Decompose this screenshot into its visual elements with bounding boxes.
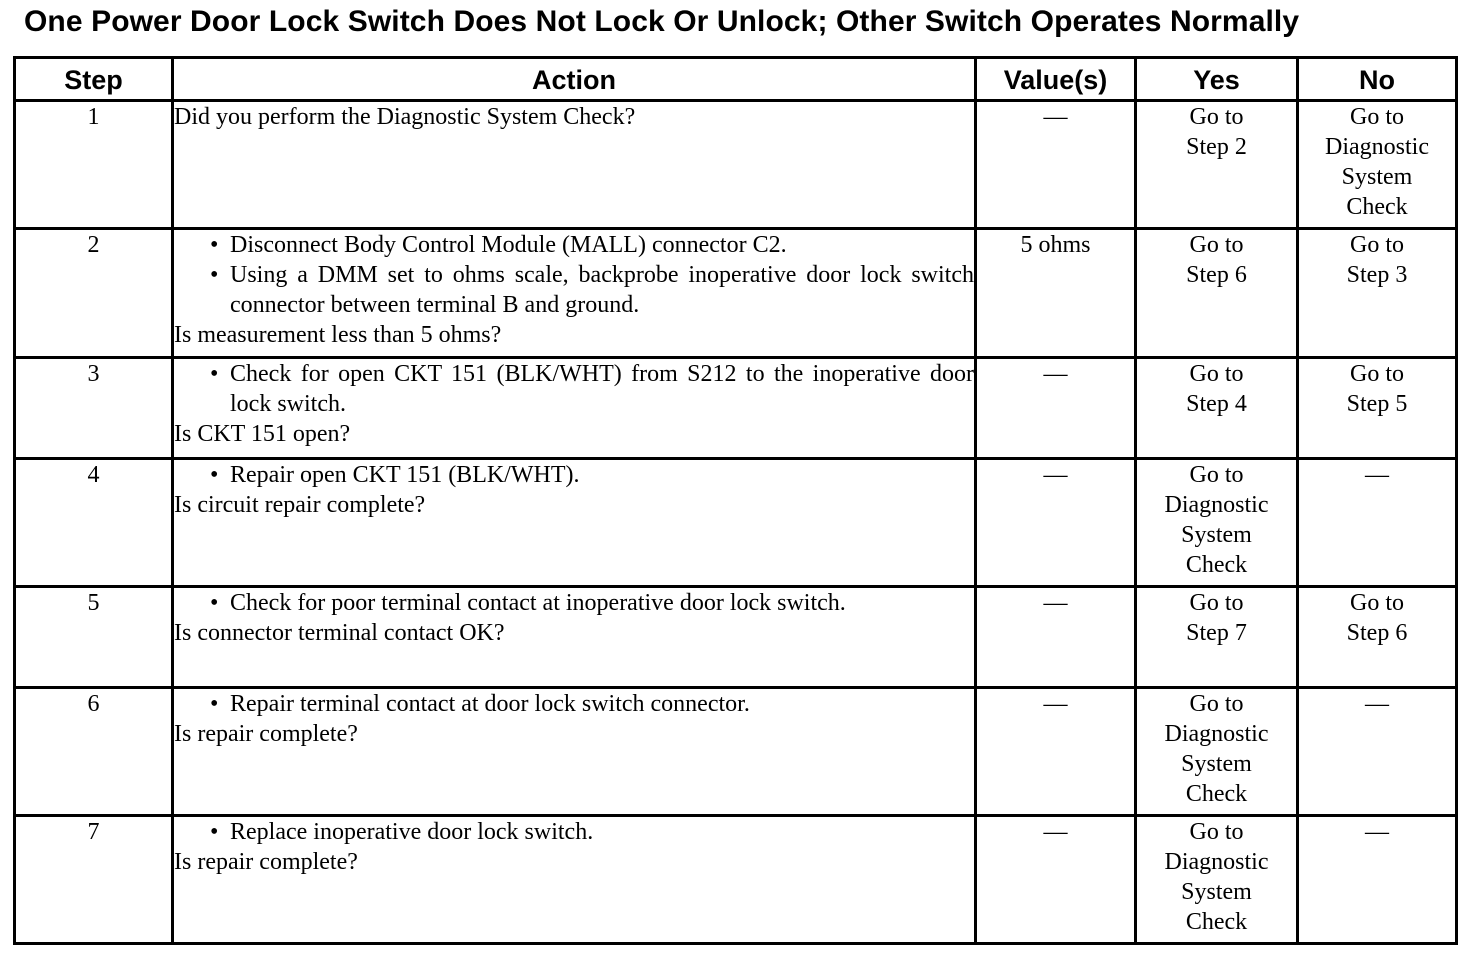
bullet-icon: • [210, 361, 219, 387]
no-cell [1298, 816, 1457, 944]
action-bullet [174, 230, 974, 260]
no-cell [1298, 587, 1457, 688]
yes-line: Go to [1189, 819, 1244, 845]
yes-cell [1136, 459, 1298, 587]
no-line: Go to [1350, 232, 1404, 258]
yes-line: System [1181, 522, 1252, 548]
table-header-row [15, 58, 1457, 101]
no-line: — [1365, 691, 1389, 717]
table-row [15, 587, 1457, 688]
table-row [15, 229, 1457, 358]
action-cell [173, 358, 976, 459]
step-number: 6 [15, 688, 173, 816]
value-cell: — [976, 358, 1136, 459]
table-row [15, 101, 1457, 229]
action-bullet-list [174, 230, 974, 320]
action-bullet-list [174, 689, 974, 719]
header-yes: Yes [1136, 58, 1298, 101]
action-bullet-text: Disconnect Body Control Module (MALL) connector C2. [230, 232, 787, 258]
value-cell: — [976, 688, 1136, 816]
action-bullet-list [174, 817, 974, 847]
action-bullet [174, 689, 974, 719]
no-cell [1298, 101, 1457, 229]
no-line: Step 3 [1346, 262, 1408, 288]
no-line: Step 6 [1346, 620, 1408, 646]
table-row [15, 688, 1457, 816]
no-line: Go to [1350, 590, 1404, 616]
action-question: Is repair complete? [174, 721, 358, 747]
value-cell: — [976, 816, 1136, 944]
bullet-icon: • [210, 691, 219, 717]
action-bullet [174, 817, 974, 847]
step-number: 4 [15, 459, 173, 587]
step-number: 3 [15, 358, 173, 459]
action-bullet-text: Repair open CKT 151 (BLK/WHT). [230, 462, 580, 488]
yes-line: Diagnostic [1164, 492, 1269, 518]
action-bullet [174, 260, 974, 320]
action-bullet [174, 359, 974, 419]
no-line: Diagnostic [1325, 134, 1429, 160]
action-cell [173, 101, 976, 229]
no-line: Step 5 [1346, 391, 1408, 417]
action-bullet-text: Repair terminal contact at door lock switch connector. [230, 691, 750, 717]
diagnostic-table [13, 56, 1458, 945]
step-number: 5 [15, 587, 173, 688]
action-cell [173, 229, 976, 358]
no-line: — [1365, 819, 1389, 845]
header-step: Step [15, 58, 173, 101]
yes-line: Go to [1189, 691, 1244, 717]
action-question: Is CKT 151 open? [174, 421, 351, 447]
no-cell [1298, 229, 1457, 358]
action-bullet-text: Using a DMM set to ohms scale, backprobe inoperative door lock switch connector between terminal B and ground. [230, 262, 974, 318]
value-cell: — [976, 459, 1136, 587]
action-cell [173, 587, 976, 688]
action-bullet-text: Check for poor terminal contact at inoperative door lock switch. [230, 590, 846, 616]
no-cell [1298, 459, 1457, 587]
yes-line: Go to [1189, 232, 1244, 258]
action-bullet-list [174, 588, 974, 618]
yes-line: Diagnostic [1164, 721, 1269, 747]
no-cell [1298, 688, 1457, 816]
no-line: System [1341, 164, 1413, 190]
yes-cell [1136, 688, 1298, 816]
action-bullet [174, 588, 974, 618]
yes-line: Step 7 [1186, 620, 1247, 646]
no-line: Check [1346, 194, 1408, 220]
yes-line: Step 4 [1186, 391, 1247, 417]
yes-cell [1136, 816, 1298, 944]
no-line: Go to [1350, 361, 1404, 387]
yes-line: System [1181, 751, 1252, 777]
bullet-icon: • [210, 232, 219, 258]
bullet-icon: • [210, 819, 219, 845]
yes-line: Go to [1189, 104, 1244, 130]
bullet-icon: • [210, 462, 219, 488]
action-bullet-text: Check for open CKT 151 (BLK/WHT) from S212 to the inoperative door lock switch. [230, 361, 974, 417]
step-number: 1 [15, 101, 173, 229]
yes-line: Check [1185, 552, 1248, 578]
action-question: Did you perform the Diagnostic System Check? [174, 104, 636, 130]
action-cell [173, 816, 976, 944]
yes-cell [1136, 587, 1298, 688]
yes-line: System [1181, 879, 1252, 905]
page-title: One Power Door Lock Switch Does Not Lock Or Unlock; Other Switch Operates Normally [24, 5, 1300, 38]
yes-line: Check [1185, 781, 1248, 807]
action-bullet-list [174, 359, 974, 419]
yes-cell [1136, 358, 1298, 459]
header-action: Action [173, 58, 976, 101]
action-cell [173, 459, 976, 587]
header-values: Value(s) [976, 58, 1136, 101]
no-line: — [1365, 462, 1389, 488]
yes-line: Go to [1189, 462, 1244, 488]
action-question: Is connector terminal contact OK? [174, 620, 505, 646]
action-question: Is circuit repair complete? [174, 492, 426, 518]
value-cell: — [976, 101, 1136, 229]
action-cell [173, 688, 976, 816]
action-bullet [174, 460, 974, 490]
action-question: Is repair complete? [174, 849, 358, 875]
no-line: Go to [1350, 104, 1404, 130]
value-cell: 5 ohms [976, 229, 1136, 358]
action-bullet-list [174, 460, 974, 490]
yes-line: Go to [1189, 361, 1244, 387]
action-question: Is measurement less than 5 ohms? [174, 322, 502, 348]
header-no: No [1298, 58, 1457, 101]
yes-line: Go to [1189, 590, 1244, 616]
yes-line: Diagnostic [1164, 849, 1269, 875]
action-bullet-text: Replace inoperative door lock switch. [230, 819, 594, 845]
yes-line: Check [1185, 909, 1248, 935]
yes-cell [1136, 101, 1298, 229]
yes-line: Step 2 [1186, 134, 1247, 160]
yes-cell [1136, 229, 1298, 358]
bullet-icon: • [210, 262, 219, 288]
step-number: 2 [15, 229, 173, 358]
table-row [15, 358, 1457, 459]
no-cell [1298, 358, 1457, 459]
table-row [15, 459, 1457, 587]
value-cell: — [976, 587, 1136, 688]
yes-line: Step 6 [1186, 262, 1247, 288]
bullet-icon: • [210, 590, 219, 616]
table-row [15, 816, 1457, 944]
step-number: 7 [15, 816, 173, 944]
